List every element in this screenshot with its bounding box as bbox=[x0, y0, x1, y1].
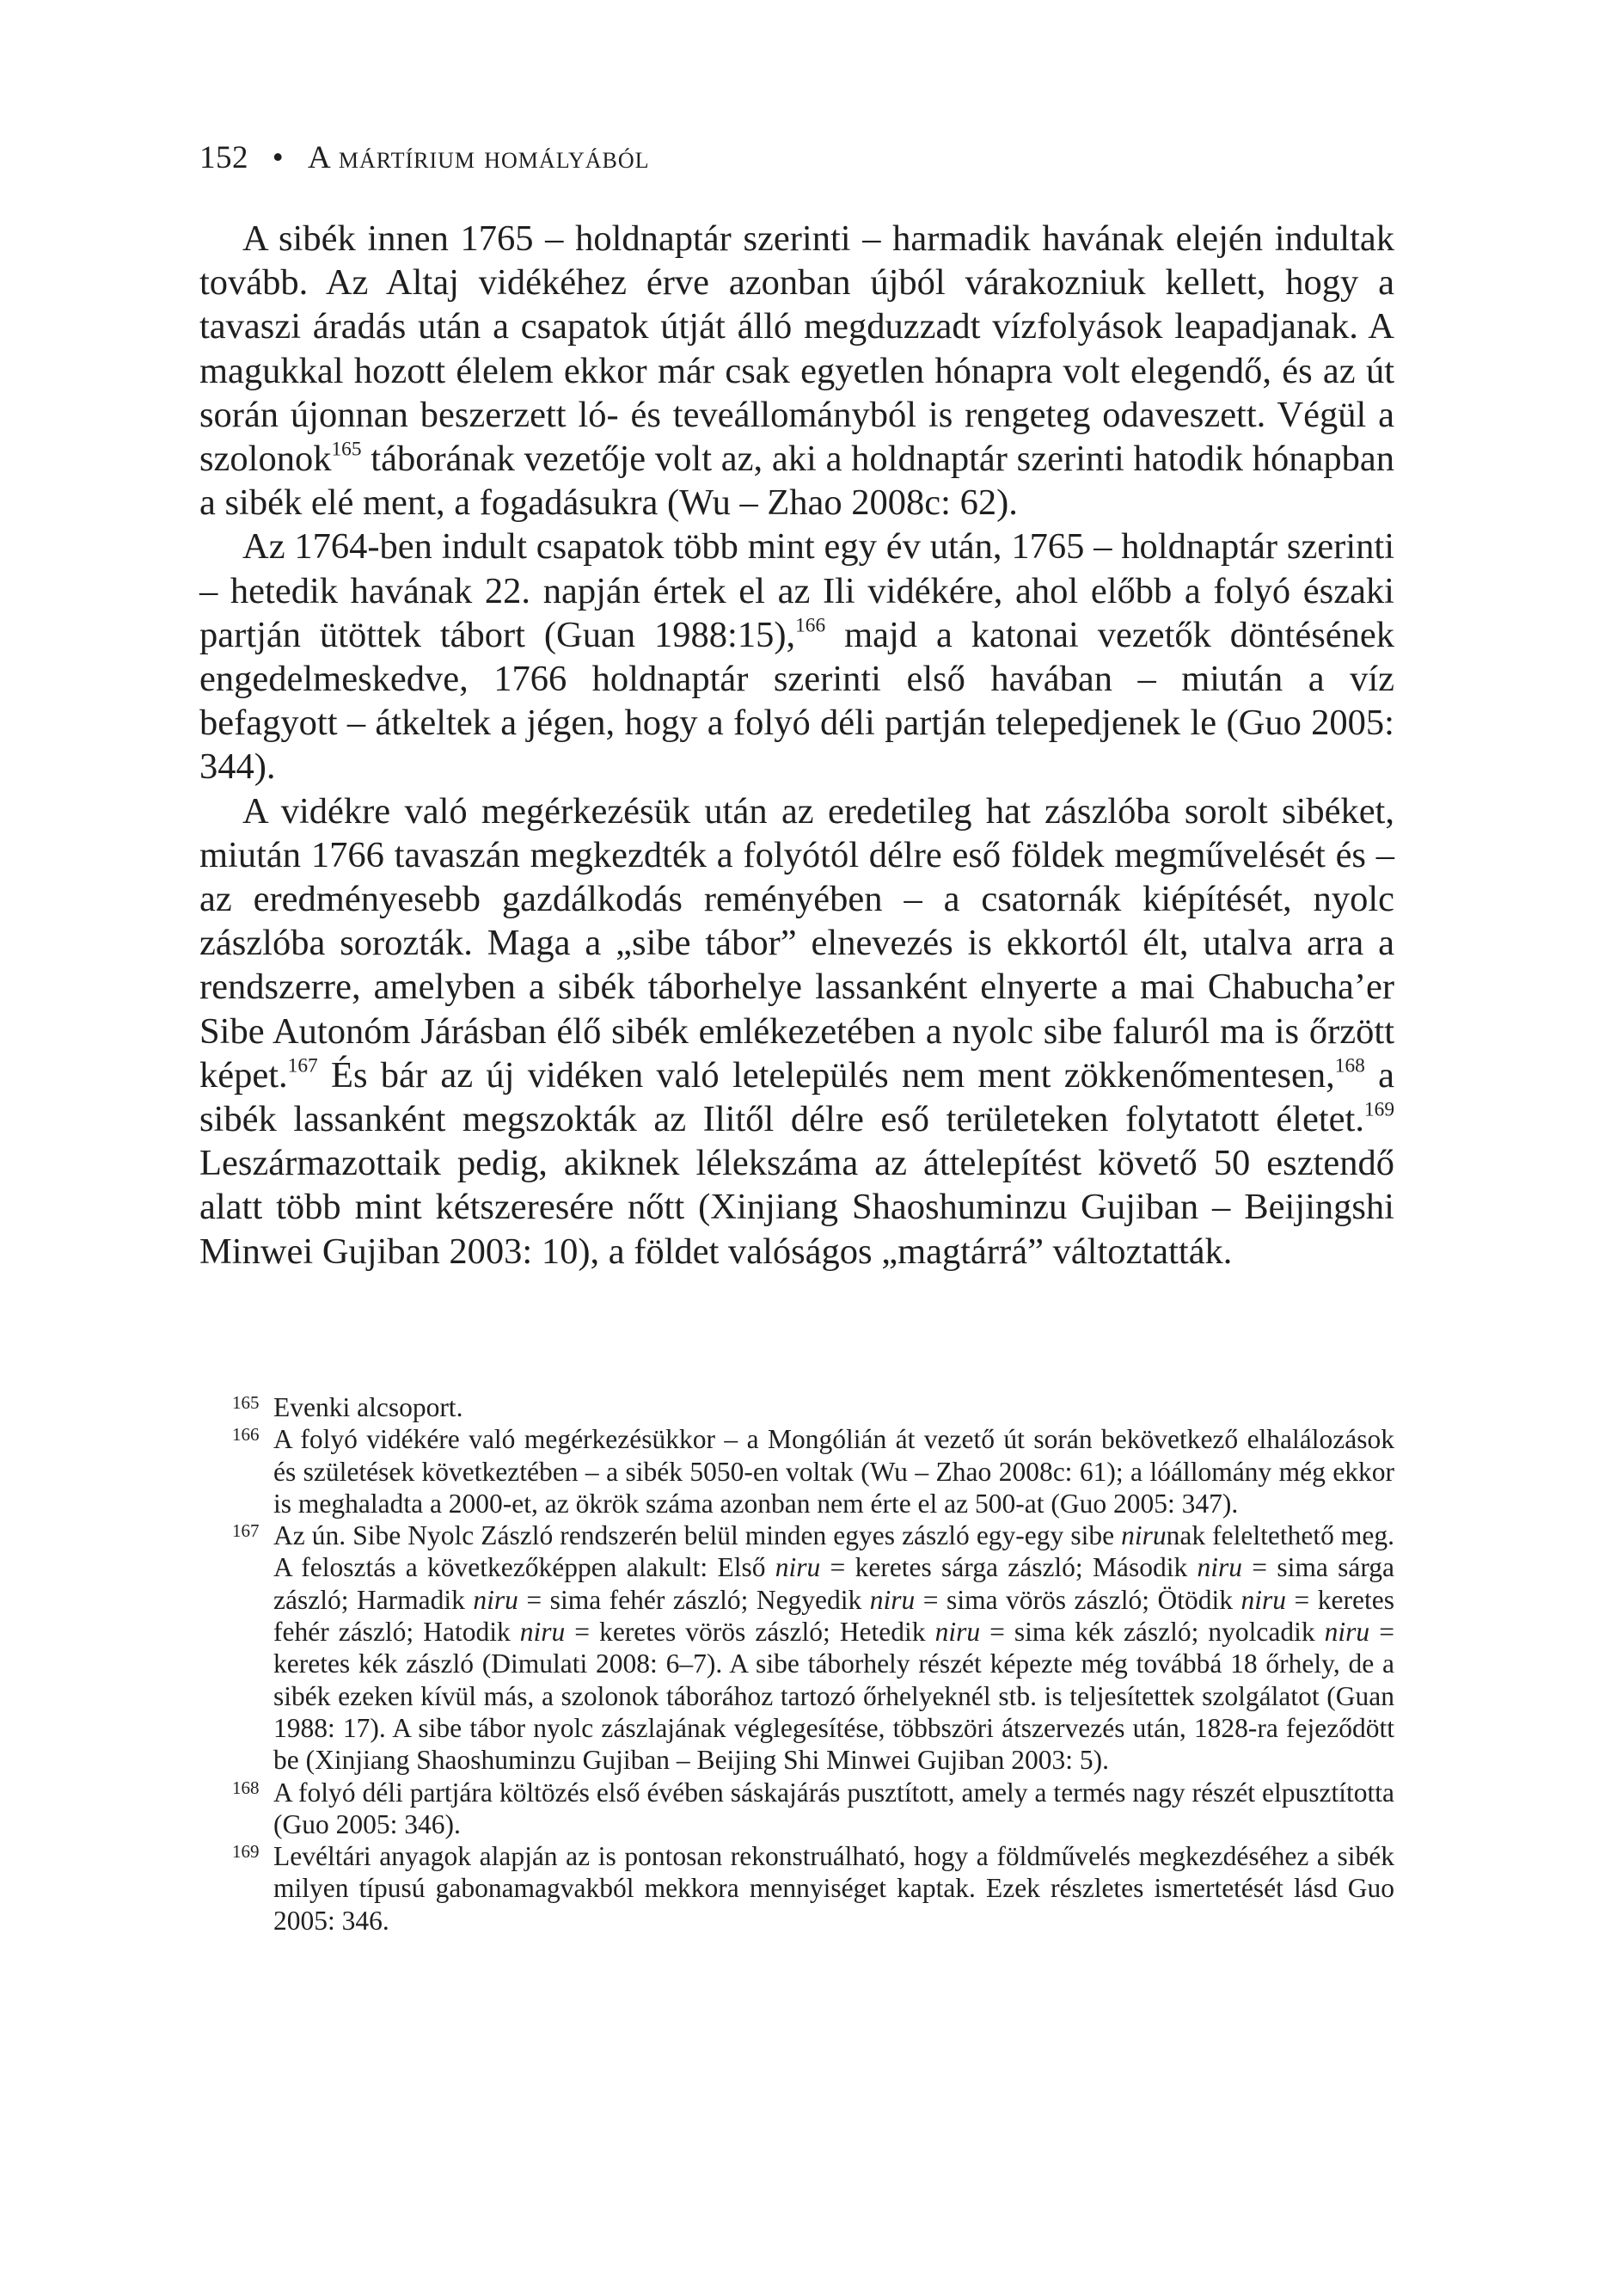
text-run: = sima vörös zászló; Ötödik bbox=[915, 1584, 1241, 1615]
italic-term: niru bbox=[775, 1552, 821, 1583]
text-run: És bár az új vidéken való letelepülés nem ment zökkenőmentesen, bbox=[317, 1054, 1335, 1096]
footnote-text bbox=[273, 1424, 1394, 1519]
footnote-reference[interactable]: 169 bbox=[1363, 1098, 1394, 1121]
header-separator: • bbox=[272, 140, 285, 175]
text-run: majd a katonai vezetők döntésének engedelmeskedve, 1766 holdnaptár szerinti első havában – miután a víz befagyott – átkeltek a jégen, hogy a folyó déli partján telepedjenek le (Guo 2005: 344). bbox=[199, 614, 1394, 788]
running-head bbox=[199, 139, 650, 176]
footnote-reference[interactable]: 165 bbox=[331, 438, 362, 461]
footnote-text bbox=[273, 1520, 1394, 1775]
paragraph bbox=[199, 217, 1394, 525]
italic-term: niru bbox=[1324, 1617, 1370, 1648]
text-run: Az ún. Sibe Nyolc Zászló rendszerén belül minden egyes zászló egy-egy sibe bbox=[273, 1520, 1122, 1551]
paragraph bbox=[199, 525, 1394, 789]
italic-term: niru bbox=[1241, 1584, 1287, 1615]
footnote bbox=[199, 1423, 1394, 1519]
footnote-number: 168 bbox=[232, 1777, 260, 1798]
text-run: A folyó déli partjára költözés első évében sáskajárás pusztított, amely a termés nagy részét elpusztította (Guo 2005: 346). bbox=[273, 1777, 1394, 1839]
italic-term: niru bbox=[1121, 1520, 1167, 1551]
text-run: A folyó vidékére való megérkezésükkor – a Mongólián át vezető út során bekövetkező elhalálozások és születések következtében – a sibék 5050-en voltak (Wu – Zhao 2008c: 61); a lóállomány még ekkor is meghaladta a 2000-et, az ökrök száma azonban nem érte el az 500-at (Guo 2005: 347). bbox=[273, 1424, 1394, 1519]
footnote-text bbox=[273, 1392, 463, 1422]
text-run: A sibék innen 1765 – holdnaptár szerinti – harmadik havának elején indultak tovább. Az Altaj vidékéhez érve azonban újból várakozniuk kellett, hogy a tavaszi áradás után a csapatok útját álló megduzzadt vízfolyások leapadjanak. A magukkal hozott élelem ekkor már csak egyetlen hónapra volt elegendő, és az út során újonnan beszerzett ló- és teveállományból is rengeteg odaveszett. Végül a szolonok bbox=[199, 218, 1394, 480]
footnote-number: 169 bbox=[232, 1841, 260, 1863]
text-run: = keretes fehér zászló; Hatodik bbox=[273, 1584, 1394, 1648]
text-run: = sima sárga zászló; Harmadik bbox=[273, 1552, 1394, 1615]
footnote bbox=[199, 1391, 1394, 1423]
text-run: = keretes sárga zászló; Második bbox=[820, 1552, 1198, 1583]
text-run: = sima fehér zászló; Negyedik bbox=[518, 1584, 870, 1615]
main-text bbox=[199, 217, 1394, 1274]
footnote-number: 165 bbox=[232, 1392, 260, 1413]
paragraph bbox=[199, 789, 1394, 1274]
footnote bbox=[199, 1777, 1394, 1841]
text-run: a sibék lassanként megszokták az Ilitől délre eső területeken folytatott életet. bbox=[199, 1054, 1394, 1140]
page-number: 152 bbox=[199, 140, 248, 175]
footnote-reference[interactable]: 166 bbox=[795, 614, 826, 637]
text-run: Levéltári anyagok alapján az is pontosan rekonstruálható, hogy a földművelés megkezdéséhez a sibék milyen típusú gabonamagvakból mekkora mennyiséget kaptak. Ezek részletes ismertetését lásd Guo 2005: 346. bbox=[273, 1841, 1394, 1936]
text-run: = keretes vörös zászló; Hetedik bbox=[565, 1617, 935, 1648]
text-run: táborának vezetője volt az, aki a holdnaptár szerinti hatodik hónapban a sibék elé ment, a fogadásukra (Wu – Zhao 2008c: 62). bbox=[199, 439, 1394, 524]
italic-term: niru bbox=[519, 1617, 566, 1648]
footnote-number: 166 bbox=[232, 1424, 260, 1446]
text-run: = keretes kék zászló (Dimulati 2008: 6–7). A sibe táborhely részét képezte még továbbá 18 őrhely, de a sibék ezeken kívül más, a szolonok táborához tartozó őrhelyeknél stb. is teljesítettek szolgálatot (Guan 1988: 17). A sibe tábor nyolc zászlajának véglegesítése, többszöri átszervezés után, 1828-ra fejeződött be (Xinjiang Shaoshuminzu Gujiban – Beijing Shi Minwei Gujiban 2003: 5). bbox=[273, 1617, 1394, 1776]
footnotes bbox=[199, 1391, 1394, 1937]
italic-term: niru bbox=[473, 1584, 518, 1615]
text-run: = sima kék zászló; nyolcadik bbox=[980, 1617, 1325, 1648]
text-run: A vidékre való megérkezésük után az eredetileg hat zászlóba sorolt sibéket, miután 1766 tavaszán megkezdték a folyótól délre eső földek megművelését és – az eredményesebb gazdálkodás reményében – a csatornák kiépítését, nyolc zászlóba sorozták. Maga a „sibe tábor” elnevezés is ekkortól élt, utalva arra a rendszerre, amelyben a sibék táborhelye lassanként elnyerte a mai Chabucha’er Sibe Autonóm Járásban élő sibék emlékezetében a nyolc sibe faluról ma is őrzött képet. bbox=[199, 790, 1394, 1096]
footnote-text bbox=[273, 1777, 1394, 1839]
text-run: nak feleltethető meg. A felosztás a következőképpen alakult: Első bbox=[273, 1520, 1394, 1583]
footnote-text bbox=[273, 1841, 1394, 1936]
running-title: A mártírium homályából bbox=[307, 140, 650, 175]
text-run: Evenki alcsoport. bbox=[273, 1392, 463, 1422]
italic-term: niru bbox=[1197, 1552, 1243, 1583]
footnote bbox=[199, 1519, 1394, 1776]
footnote-reference[interactable]: 167 bbox=[287, 1054, 318, 1077]
footnote-reference[interactable]: 168 bbox=[1334, 1054, 1365, 1077]
footnote bbox=[199, 1840, 1394, 1937]
italic-term: niru bbox=[934, 1617, 981, 1648]
footnote-number: 167 bbox=[232, 1520, 260, 1542]
text-run: Leszármazottaik pedig, akiknek lélekszáma az áttelepítést követő 50 esztendő alatt több mint kétszeresére nőtt (Xinjiang Shaoshuminzu Gujiban – Beijingshi Minwei Gujiban 2003: 10), a földet valóságos „magtárrá” változtatták. bbox=[199, 1143, 1394, 1272]
text-run: Az 1764-ben indult csapatok több mint egy év után, 1765 – holdnaptár szerinti – hetedik havának 22. napján értek el az Ili vidékére, ahol előbb a folyó északi partján ütöttek tábort (Guan 1988:15), bbox=[199, 526, 1394, 655]
italic-term: niru bbox=[869, 1584, 916, 1615]
